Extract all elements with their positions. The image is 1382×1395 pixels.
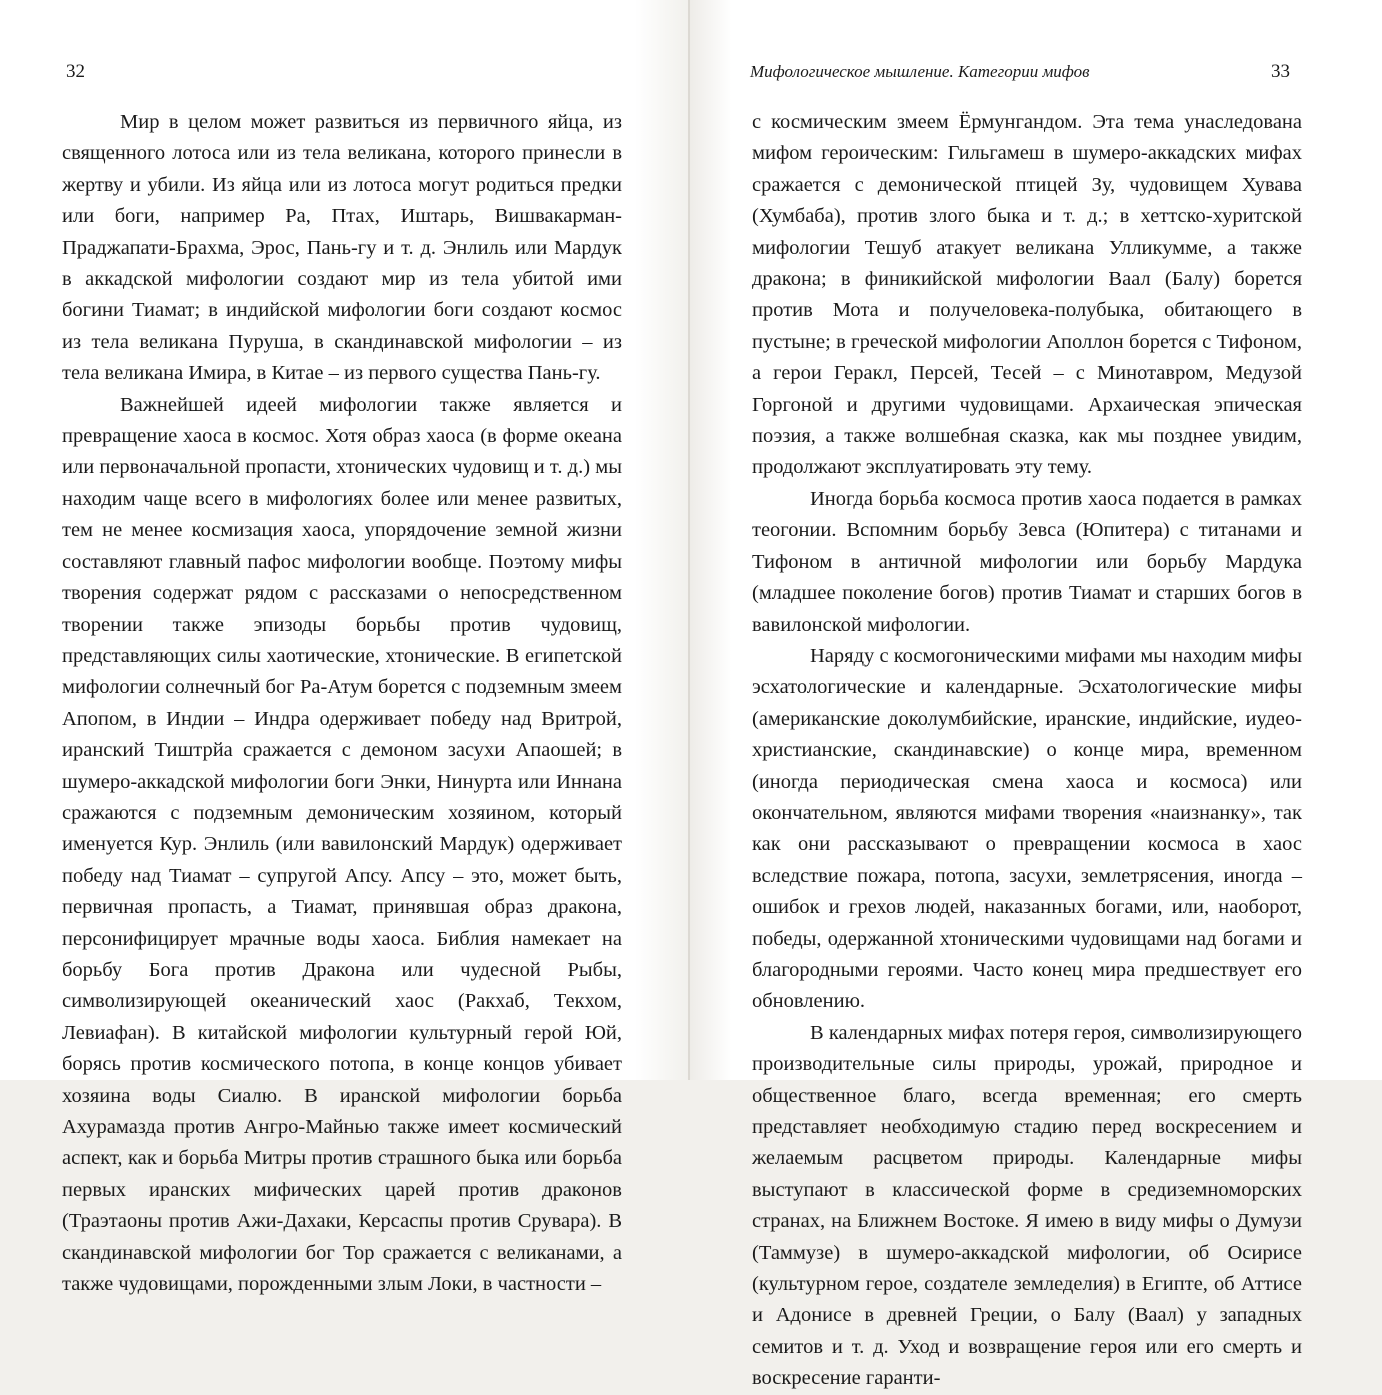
paragraph: Мир в целом может развиться из первичного яйца, из священного лотоса или из тела великана, которого принесли в жертву и убили. Из яйца или из лотоса могут родиться предки или боги, например Ра, Птах, Иштарь, Вишвакарман-Праджапати-Брахма, Эрос, Пань-гу и т. д. Энлиль или Мардук в аккадской мифологии создают мир из тела убитой ими богини Тиамат; в индийской мифологии боги создают космос из тела великана Пуруша, в скандинавской мифологии – из тела великана Имира, в Китае – из первого существа Пань-гу. — [62, 111, 622, 385]
right-page — [690, 0, 1382, 1390]
paragraph: Иногда борьба космоса против хаоса подается в рамках теогонии. Вспомним борьбу Зевса (Юпитера) с титанами и Тифоном в античной мифологии или борьбу Мардука (младшее поколение богов) против Тиамат и старших богов в вавилонской мифологии. — [752, 487, 1302, 636]
page-number-right: 33 — [1271, 61, 1290, 82]
paragraph: Важнейшей идеей мифологии также является и превращение хаоса в космос. Хотя образ хаоса (в форме океана или первоначальной пропасти, хтонических чудовищ и т. д.) мы находим чаще всего в мифологиях более или менее развитых, тем не менее космизация хаоса, упорядочение земной жизни составляют главный пафос мифологии вообще. Поэтому мифы творения содержат рядом с рассказами о непосредственном творении также эпизоды борьбы против чудовищ, представляющих силы хаотические, хтонические. В египетской мифологии солнечный бог Ра-Атум борется с подземным змеем Апопом, в Индии – Индра одерживает победу над Вритрой, иранский Тиштрйа сражается с демоном засухи Апаошей; в шумеро-аккадской мифологии боги Энки, Нинурта или Иннана сражаются с подземным демоническим хозяином, который именуется Кур. Энлиль (или вавилонский Мардук) одерживает победу над Тиамат – супругой Апсу. Апсу – это, может быть, первичная пропасть, а Тиамат, принявшая образ дракона, персонифицирует мрачные воды хаоса. Библия намекает на борьбу Бога против Дракона или чудесной Рыбы, символизирующей океанический хаос (Ракхаб, Текхом, Левиафан). В китайской мифологии культурный герой Юй, борясь против космического потопа, в конце концов убивает хозяина воды Сиалю. В иранской мифологии борьба Ахурамазда против Ангро-Майнью также имеет космический аспект, как и борьба Митры против страшного быка или борьба первых иранских мифических царей против драконов (Траэтаоны против Ажи-Дахаки, Керсаспы против Срувара). В скандинавской мифологии бог Тор сражается с великанами, а также чудовищами, порожденными злым Локи, в частности – — [62, 393, 622, 1296]
paragraph: Наряду с космогоническими мифами мы находим мифы эсхатологические и календарные. Эсхатологические мифы (американские доколумбийские, иранские, индийские, иудео-христианские, скандинавские) о конце мира, временном (иногда периодическая смена хаоса и космоса) или окончательном, являются мифами творения «наизнанку», так как они рассказывают о превращении космоса в хаос вследствие пожара, потопа, засухи, землетрясения, иногда – ошибок и грехов людей, наказанных богами, или, наоборот, победы, одержанной хтоническими чудовищами над богами и благородными героями. Часто конец мира предшествует его обновлению. — [752, 644, 1302, 1013]
page-number-left: 32 — [66, 61, 85, 82]
paragraph-continuation: с космическим змеем Ёрмунгандом. Эта тема унаследована мифом героическим: Гильгамеш в шумеро-аккадских мифах сражается с демонической птицей Зу, чудовищем Хувава (Хумбаба), против злого быка и т. д.; в хеттско-хуритской мифологии Тешуб атакует великана Улликумме, а также дракона; в финикийской мифологии Ваал (Балу) борется против Мота и получеловека-полубыка, обитающего в пустыне; в греческой мифологии Аполлон борется с Тифоном, а герои Геракл, Персей, Тесей – с Минотавром, Медузой Горгоной и другими чудовищами. Архаическая эпическая поэзия, а также волшебная сказка, как мы позднее увидим, продолжают эксплуатировать эту тему. — [752, 111, 1302, 479]
left-page — [0, 0, 690, 1296]
right-page-body — [752, 107, 1302, 1395]
left-page-body — [62, 107, 622, 1300]
paragraph: В календарных мифах потеря героя, символизирующего производительные силы природы, урожай, природное и общественное благо, всегда временная; его смерть представляет необходимую стадию перед воскресением и желаемым расцветом природы. Календарные мифы выступают в классической форме в средиземноморских странах, на Ближнем Востоке. Я имею в виду мифы о Думузи (Таммузе) в шумеро-аккадской мифологии, об Осирисе (культурном герое, создателе земледелия) в Египте, об Аттисе и Адонисе в древней Греции, о Балу (Ваал) у западных семитов и т. д. Уход и возвращение героя или его смерть и воскресение гаранти- — [752, 1021, 1302, 1390]
running-head: Мифологическое мышление. Категории мифов — [750, 62, 1090, 81]
